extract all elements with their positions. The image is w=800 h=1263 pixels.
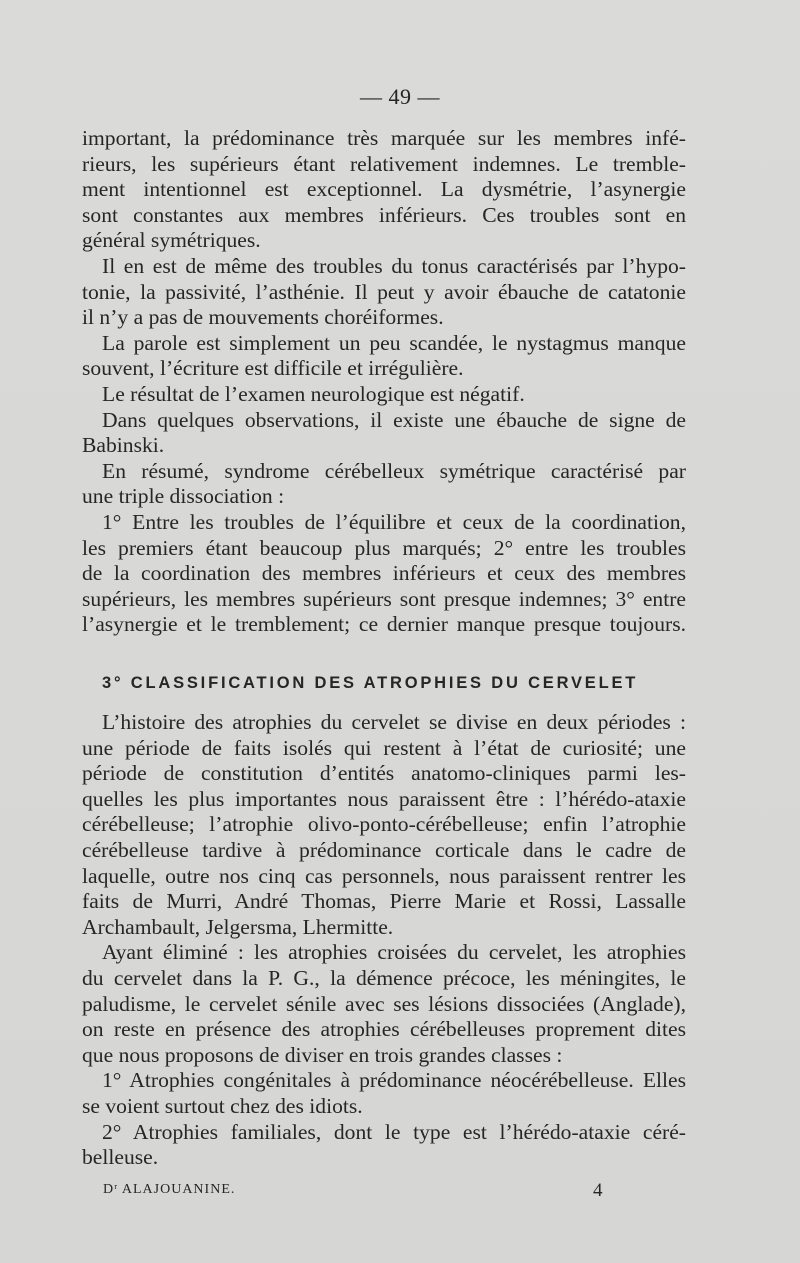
top-text-block	[82, 126, 686, 638]
paragraph-line: tonie, la passivité, l’asthénie. Il peut y avoir ébauche de catatonie	[82, 279, 686, 304]
paragraph-line: souvent, l’écriture est difficile et irrégulière.	[82, 356, 464, 381]
paragraph-line: cérébelleuse; l’atrophie olivo-ponto-cérébelleuse; enfin l’atrophie	[82, 812, 686, 837]
paragraph-line: période de constitution d’entités anatomo-cliniques parmi les-	[82, 761, 686, 786]
paragraph-line: cérébelleuse tardive à prédominance corticale dans le cadre de	[82, 837, 686, 862]
footer-author: Dʳ ALAJOUANINE.	[103, 1182, 236, 1197]
paragraph-line: La parole est simplement un peu scandée, le nystagmus manque	[102, 330, 686, 355]
page-number: — 49 —	[360, 84, 440, 109]
paragraph-line: Le résultat de l’examen neurologique est négatif.	[102, 381, 525, 406]
paragraph-line: quelles les plus importantes nous paraissent être : l’hérédo-ataxie	[82, 786, 686, 811]
paragraph-line: une période de faits isolés qui restent à l’état de curiosité; une	[82, 735, 686, 760]
paragraph-line: supérieurs, les membres supérieurs sont presque indemnes; 3° entre	[82, 586, 686, 611]
paragraph-line: de la coordination des membres inférieurs et ceux des membres	[82, 561, 686, 586]
paragraph-line: laquelle, outre nos cinq cas personnels, nous paraissent rentrer les	[82, 863, 686, 888]
paragraph-line: les premiers étant beaucoup plus marqués; 2° entre les troubles	[82, 535, 686, 560]
paragraph-line: belleuse.	[82, 1145, 159, 1170]
paragraph-line: une triple dissociation :	[82, 484, 285, 509]
paragraph-line: 2° Atrophies familiales, dont le type est l’hérédo-ataxie céré-	[102, 1119, 686, 1144]
paragraph-line: Archambault, Jelgersma, Lhermitte.	[82, 914, 394, 939]
paragraph-line: 1° Entre les troubles de l’équilibre et ceux de la coordination,	[102, 509, 686, 534]
paragraph-line: L’histoire des atrophies du cervelet se divise en deux périodes :	[102, 710, 686, 734]
paragraph-line: l’asynergie et le tremblement; ce dernier manque presque toujours.	[82, 612, 686, 637]
paragraph-line: rieurs, les supérieurs étant relativement indemnes. Le tremble-	[82, 151, 686, 176]
paragraph-line: 1° Atrophies congénitales à prédominance néocérébelleuse. Elles	[102, 1068, 686, 1093]
paragraph-line: ment intentionnel est exceptionnel. La dysmétrie, l’asynergie	[82, 177, 686, 202]
paragraph-line: Il en est de même des troubles du tonus caractérisés par l’hypo-	[102, 253, 686, 278]
paragraph-line: que nous proposons de diviser en trois grandes classes :	[82, 1042, 563, 1067]
signature-number: 4	[593, 1180, 603, 1201]
paragraph-line: il n’y a pas de mouvements choréiformes.	[82, 305, 444, 330]
bottom-text-block	[82, 710, 686, 1171]
paragraph-line: Ayant éliminé : les atrophies croisées du cervelet, les atrophies	[102, 940, 686, 965]
paragraph-line: sont constantes aux membres inférieurs. Ces troubles sont en	[82, 202, 686, 227]
paragraph-line: paludisme, le cervelet sénile avec ses lésions dissociées (Anglade),	[82, 991, 686, 1016]
paragraph-line: En résumé, syndrome cérébelleux symétrique caractérisé par	[102, 458, 686, 483]
paragraph-line: Dans quelques observations, il existe une ébauche de signe de	[102, 407, 686, 432]
paragraph-line: se voient surtout chez des idiots.	[82, 1093, 363, 1118]
paragraph-line: faits de Murri, André Thomas, Pierre Marie et Rossi, Lassalle	[82, 889, 686, 914]
paragraph-line: général symétriques.	[82, 228, 261, 253]
paragraph-line: Babinski.	[82, 433, 165, 458]
paragraph-line: important, la prédominance très marquée sur les membres infé-	[82, 126, 686, 150]
paragraph-line: du cervelet dans la P. G., la démence précoce, les méningites, le	[82, 965, 686, 990]
section-heading: 3° CLASSIFICATION DES ATROPHIES DU CERVELET	[102, 674, 639, 692]
paragraph-line: on reste en présence des atrophies cérébelleuses proprement dites	[82, 1017, 686, 1042]
